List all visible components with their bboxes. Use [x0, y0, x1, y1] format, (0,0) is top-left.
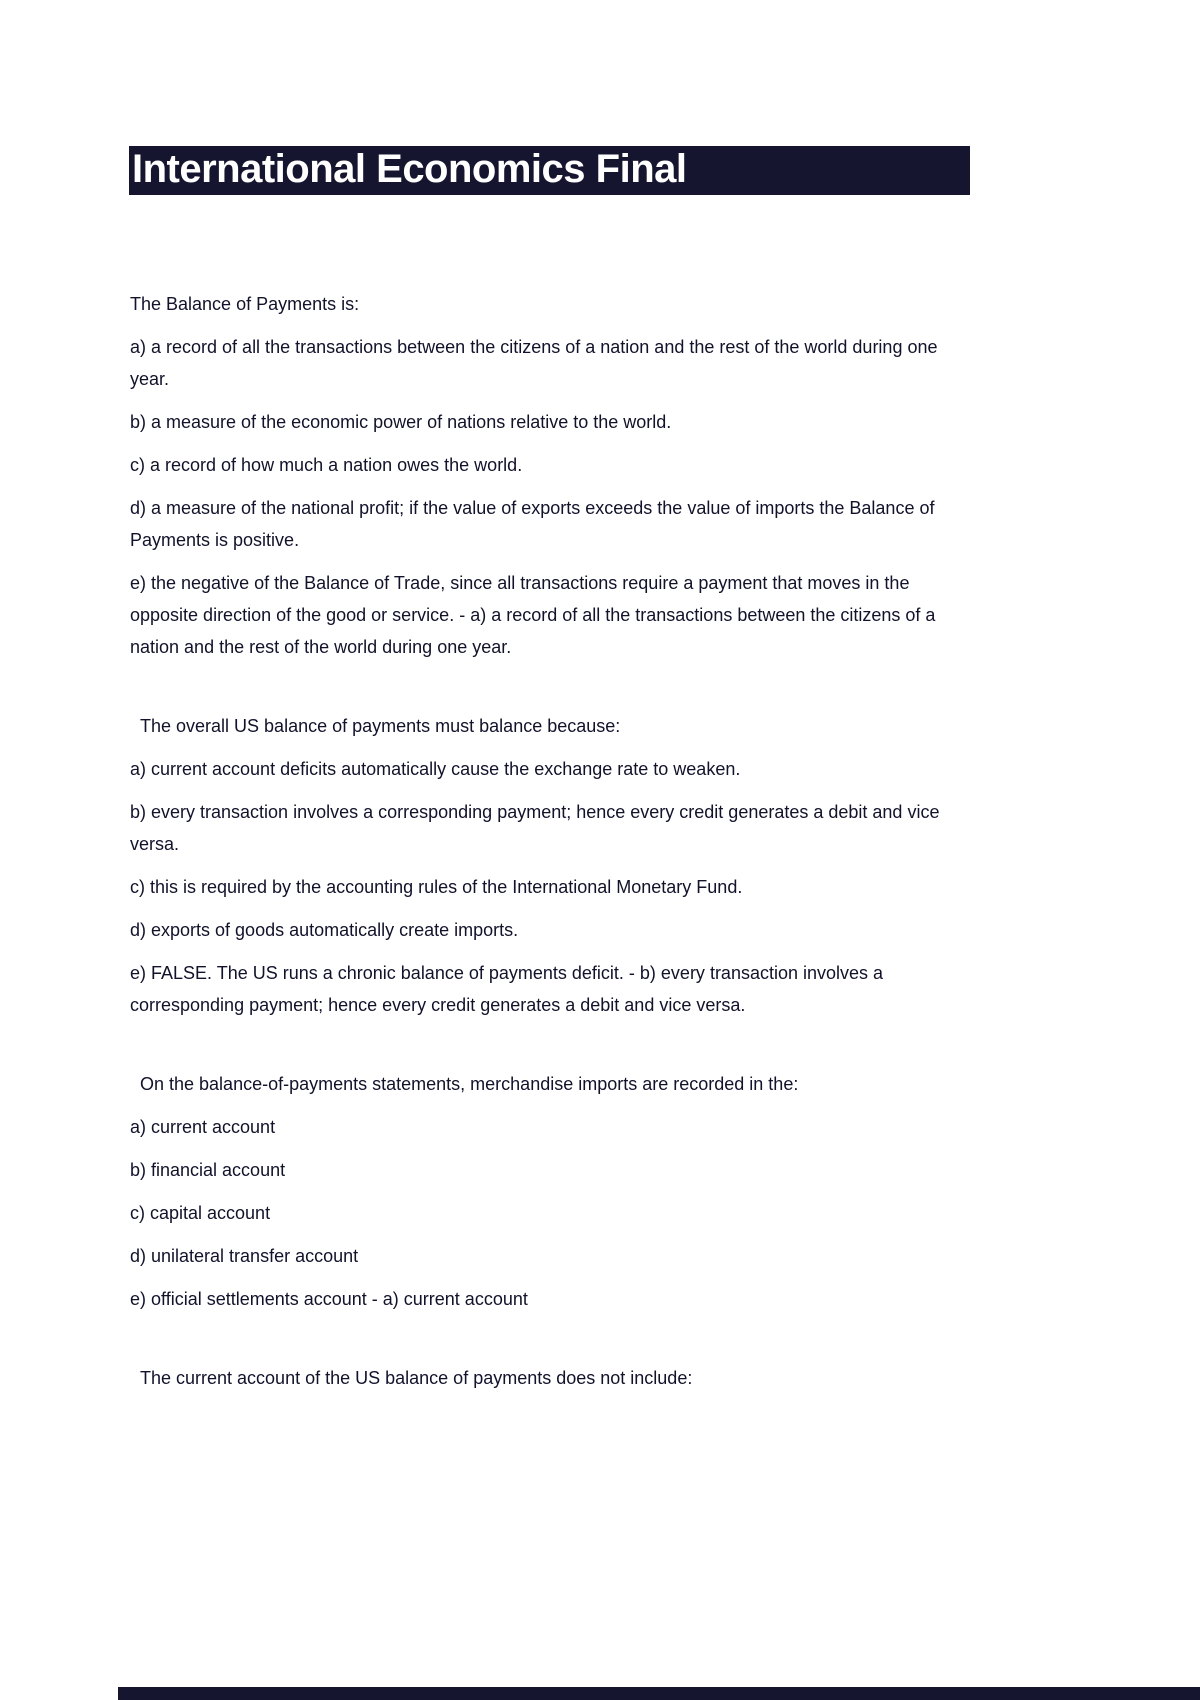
document-title: International Economics Final [132, 146, 687, 191]
answer-option: e) the negative of the Balance of Trade, since all transactions require a payment that moves in the opposite direction of the good or service. - a) a record of all the transactions between the citizens of a nation and the rest of the world during one year. [130, 573, 936, 657]
answer-option: e) official settlements account - a) current account [130, 1289, 528, 1309]
answer-option: b) a measure of the economic power of nations relative to the world. [130, 412, 672, 432]
answer-option: c) capital account [130, 1203, 271, 1223]
document-body [130, 288, 958, 1441]
question-block-2 [130, 710, 958, 1021]
answer-option: d) unilateral transfer account [130, 1246, 359, 1266]
answer-option: b) financial account [130, 1160, 286, 1180]
answer-option: b) every transaction involves a corresponding payment; hence every credit generates a debit and vice versa. [130, 802, 940, 854]
answer-option: a) current account [130, 1117, 276, 1137]
answer-option: e) FALSE. The US runs a chronic balance of payments deficit. - b) every transaction involves a corresponding payment; hence every credit generates a debit and vice versa. [130, 963, 884, 1015]
question-block-1 [130, 288, 958, 663]
answer-option: c) a record of how much a nation owes the world. [130, 455, 523, 475]
answer-option: d) a measure of the national profit; if the value of exports exceeds the value of imports the Balance of Payments is positive. [130, 498, 935, 550]
question-prompt: The Balance of Payments is: [130, 294, 360, 314]
question-block-4 [130, 1362, 958, 1394]
question-prompt: On the balance-of-payments statements, merchandise imports are recorded in the: [140, 1074, 799, 1094]
question-prompt: The current account of the US balance of payments does not include: [140, 1368, 693, 1388]
page-footer-bar [118, 1687, 1200, 1700]
question-block-3 [130, 1068, 958, 1315]
answer-option: a) a record of all the transactions between the citizens of a nation and the rest of the world during one year. [130, 337, 938, 389]
answer-option: a) current account deficits automatically cause the exchange rate to weaken. [130, 759, 741, 779]
document-title-bar [129, 146, 970, 195]
answer-option: c) this is required by the accounting rules of the International Monetary Fund. [130, 877, 743, 897]
question-prompt: The overall US balance of payments must balance because: [140, 716, 621, 736]
answer-option: d) exports of goods automatically create imports. [130, 920, 519, 940]
